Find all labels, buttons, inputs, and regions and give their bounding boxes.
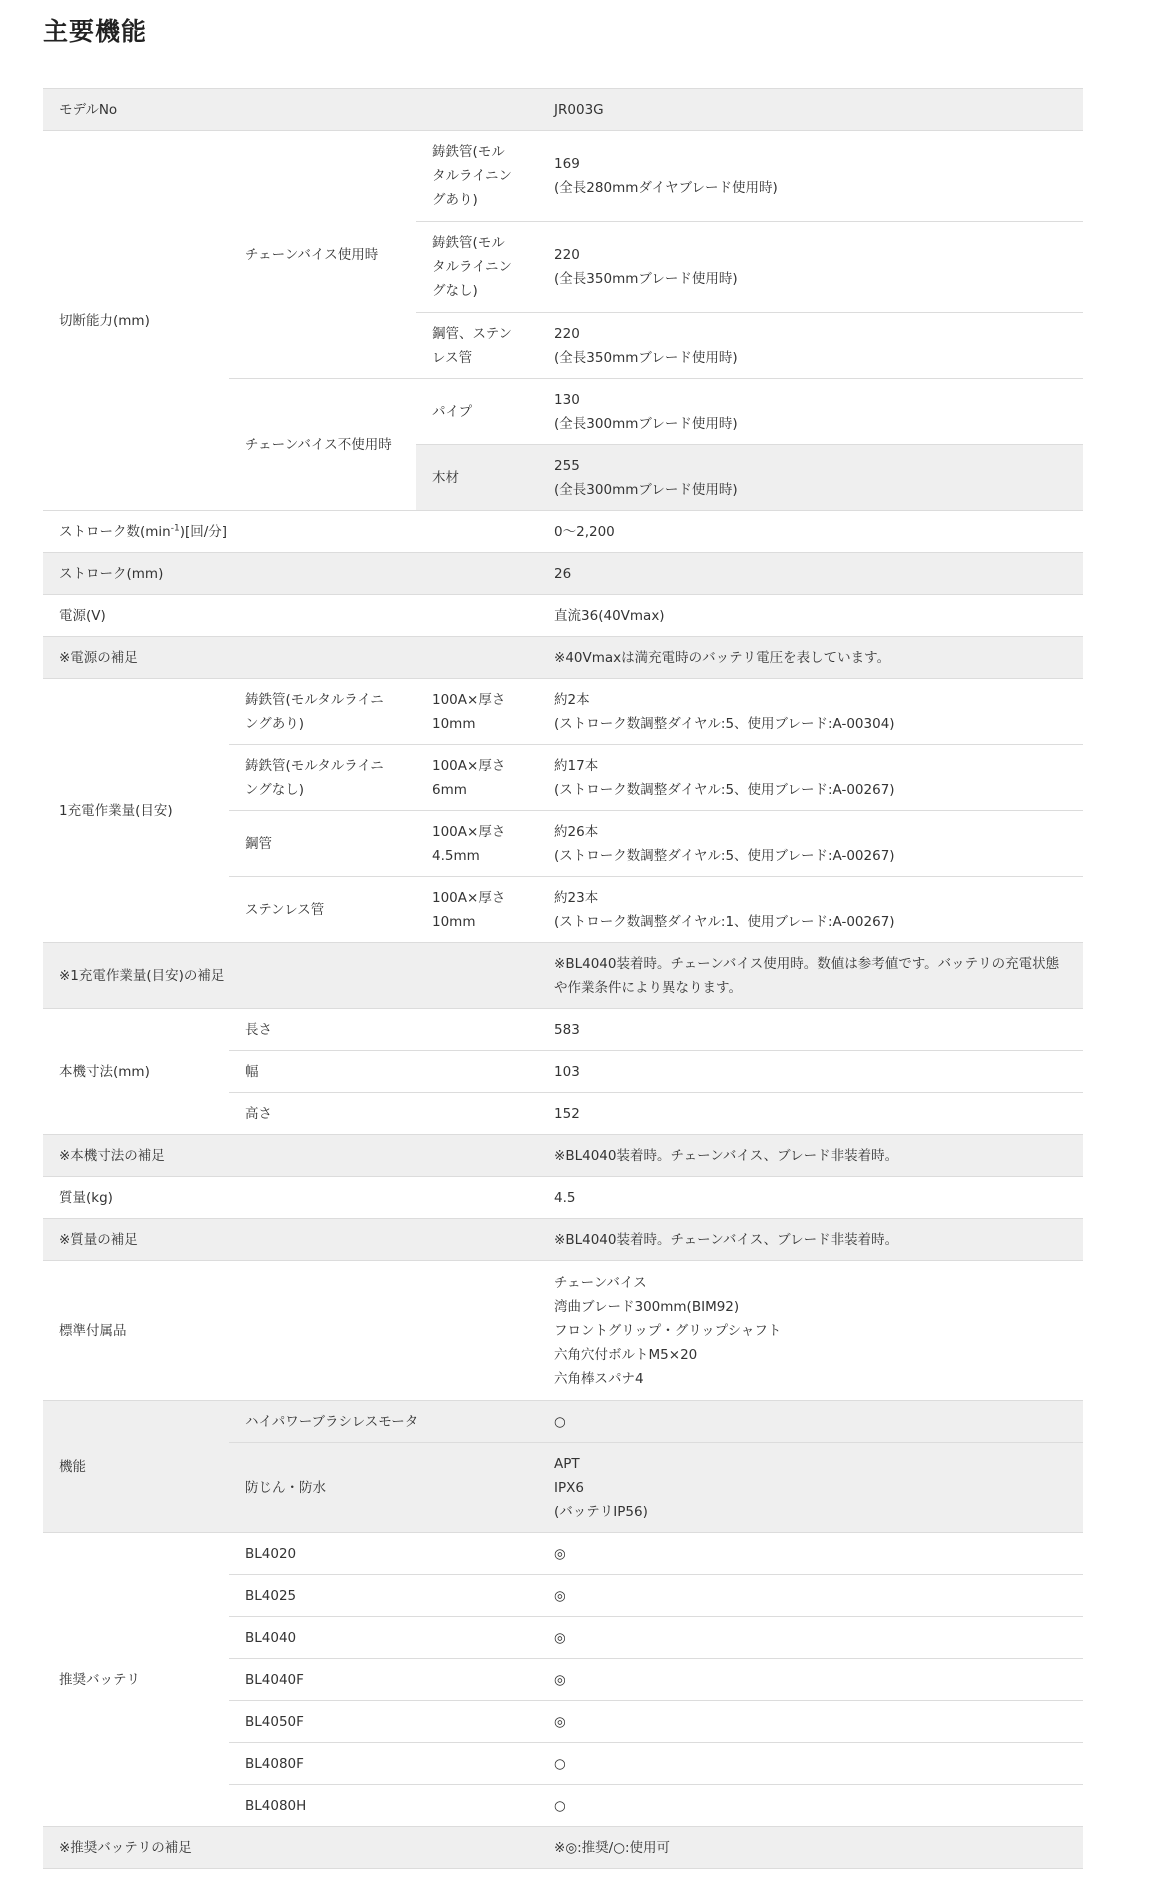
row-label-power: 電源(V) (43, 595, 538, 637)
work-value: 約17本 (ストローク数調整ダイヤル:5、使用ブレード:A-00267) (538, 745, 1083, 811)
value-feature-motor: ○ (538, 1401, 1083, 1443)
work-size: 100A×厚さ 10mm (416, 679, 538, 745)
row-label-work-note: ※1充電作業量(目安)の補足 (43, 943, 538, 1009)
spec-row-stroke (43, 553, 1083, 595)
spec-row-battery-note (43, 1827, 1083, 1869)
spec-row-model (43, 89, 1083, 131)
row-label-power-note: ※電源の補足 (43, 637, 538, 679)
battery-model: BL4050F (229, 1701, 538, 1743)
feature-sub-motor: ハイパワーブラシレスモータ (229, 1401, 538, 1443)
work-size: 100A×厚さ 10mm (416, 877, 538, 943)
battery-model: BL4080F (229, 1743, 538, 1785)
battery-model: BL4040F (229, 1659, 538, 1701)
spec-row-power (43, 595, 1083, 637)
value-power-note: ※40Vmaxは満充電時のバッテリ電圧を表しています。 (538, 637, 1083, 679)
battery-compat: ◎ (538, 1617, 1083, 1659)
value-feature-dustproof: APT IPX6 (バッテリIP56) (538, 1443, 1083, 1533)
spec-row-power-note (43, 637, 1083, 679)
spec-row-work-note (43, 943, 1083, 1009)
material-wood: 木材 (416, 445, 538, 511)
work-value: 約23本 (ストローク数調整ダイヤル:1、使用ブレード:A-00267) (538, 877, 1083, 943)
work-material: ステンレス管 (229, 877, 416, 943)
work-size: 100A×厚さ 6mm (416, 745, 538, 811)
value-dims-width: 103 (538, 1051, 1083, 1093)
value-cut-cast-iron-unlined: 220 (全長350mmブレード使用時) (538, 222, 1083, 313)
material-cast-iron-unlined: 鋳鉄管(モル タルライニン グなし) (416, 222, 538, 313)
row-label-dimensions: 本機寸法(mm) (43, 1009, 229, 1135)
value-cut-steel-stainless: 220 (全長350mmブレード使用時) (538, 313, 1083, 379)
battery-compat: ◎ (538, 1575, 1083, 1617)
battery-model: BL4080H (229, 1785, 538, 1827)
value-cut-wood: 255 (全長300mmブレード使用時) (538, 445, 1083, 511)
value-stroke: 26 (538, 553, 1083, 595)
value-accessories: チェーンバイス 湾曲ブレード300mm(BIM92) フロントグリップ・グリップシャフト 六角穴付ボルトM5×20 六角棒スパナ4 (538, 1261, 1083, 1401)
value-dims-height: 152 (538, 1093, 1083, 1135)
row-label-dims-note: ※本機寸法の補足 (43, 1135, 538, 1177)
row-label-model: モデルNo (43, 89, 538, 131)
material-cast-iron-lined: 鋳鉄管(モル タルライニン グあり) (416, 131, 538, 222)
spec-row-cut (43, 131, 1083, 222)
material-steel-stainless: 鋼管、ステン レス管 (416, 313, 538, 379)
battery-compat: ◎ (538, 1701, 1083, 1743)
row-label-mass-note: ※質量の補足 (43, 1219, 538, 1261)
spec-row-stroke-rate (43, 511, 1083, 553)
work-material: 鋼管 (229, 811, 416, 877)
value-cut-pipe: 130 (全長300mmブレード使用時) (538, 379, 1083, 445)
value-battery-note: ※◎:推奨/○:使用可 (538, 1827, 1083, 1869)
work-value: 約2本 (ストローク数調整ダイヤル:5、使用ブレード:A-00304) (538, 679, 1083, 745)
sub-label-vise-off: チェーンバイス不使用時 (229, 379, 416, 511)
row-label-features: 機能 (43, 1401, 229, 1533)
work-material: 鋳鉄管(モルタルライニ ングあり) (229, 679, 416, 745)
value-stroke-rate: 0〜2,200 (538, 511, 1083, 553)
row-label-stroke-rate: ストローク数$(\min^{-1})$[回/分] (43, 511, 538, 553)
spec-table (43, 88, 1083, 1869)
value-work-note: ※BL4040装着時。チェーンバイス使用時。数値は参考値です。バッテリの充電状態 や作業条件により異なります。 (538, 943, 1083, 1009)
spec-row-features (43, 1401, 1083, 1443)
feature-sub-dustproof: 防じん・防水 (229, 1443, 538, 1533)
spec-row-dims (43, 1009, 1083, 1051)
spec-row-work (43, 679, 1083, 745)
work-size: 100A×厚さ 4.5mm (416, 811, 538, 877)
dims-sub-width: 幅 (229, 1051, 538, 1093)
value-model: JR003G (538, 89, 1083, 131)
battery-compat: ◎ (538, 1533, 1083, 1575)
spec-row-mass-note (43, 1219, 1083, 1261)
value-mass: 4.5 (538, 1177, 1083, 1219)
material-pipe: パイプ (416, 379, 538, 445)
value-dims-note: ※BL4040装着時。チェーンバイス、ブレード非装着時。 (538, 1135, 1083, 1177)
value-power: 直流36(40Vmax) (538, 595, 1083, 637)
row-label-mass: 質量(kg) (43, 1177, 538, 1219)
battery-compat: ○ (538, 1743, 1083, 1785)
battery-model: BL4040 (229, 1617, 538, 1659)
page-title: 主要機能 (43, 17, 148, 46)
row-label-cutting-capacity: 切断能力(mm) (43, 131, 229, 511)
value-dims-length: 583 (538, 1009, 1083, 1051)
dims-sub-height: 高さ (229, 1093, 538, 1135)
value-cut-cast-iron-lined: 169 (全長280mmダイヤブレード使用時) (538, 131, 1083, 222)
spec-row-accessories (43, 1261, 1083, 1401)
row-label-battery: 推奨バッテリ (43, 1533, 229, 1827)
spec-row-battery (43, 1533, 1083, 1575)
spec-row-dims-note (43, 1135, 1083, 1177)
battery-compat: ◎ (538, 1659, 1083, 1701)
row-label-battery-note: ※推奨バッテリの補足 (43, 1827, 538, 1869)
work-material: 鋳鉄管(モルタルライニ ングなし) (229, 745, 416, 811)
sub-label-vise-on: チェーンバイス使用時 (229, 131, 416, 379)
value-mass-note: ※BL4040装着時。チェーンバイス、ブレード非装着時。 (538, 1219, 1083, 1261)
battery-model: BL4025 (229, 1575, 538, 1617)
battery-model: BL4020 (229, 1533, 538, 1575)
dims-sub-length: 長さ (229, 1009, 538, 1051)
row-label-accessories: 標準付属品 (43, 1261, 538, 1401)
row-label-work-per-charge: 1充電作業量(目安) (43, 679, 229, 943)
work-value: 約26本 (ストローク数調整ダイヤル:5、使用ブレード:A-00267) (538, 811, 1083, 877)
row-label-stroke: ストローク(mm) (43, 553, 538, 595)
battery-compat: ○ (538, 1785, 1083, 1827)
spec-row-mass (43, 1177, 1083, 1219)
